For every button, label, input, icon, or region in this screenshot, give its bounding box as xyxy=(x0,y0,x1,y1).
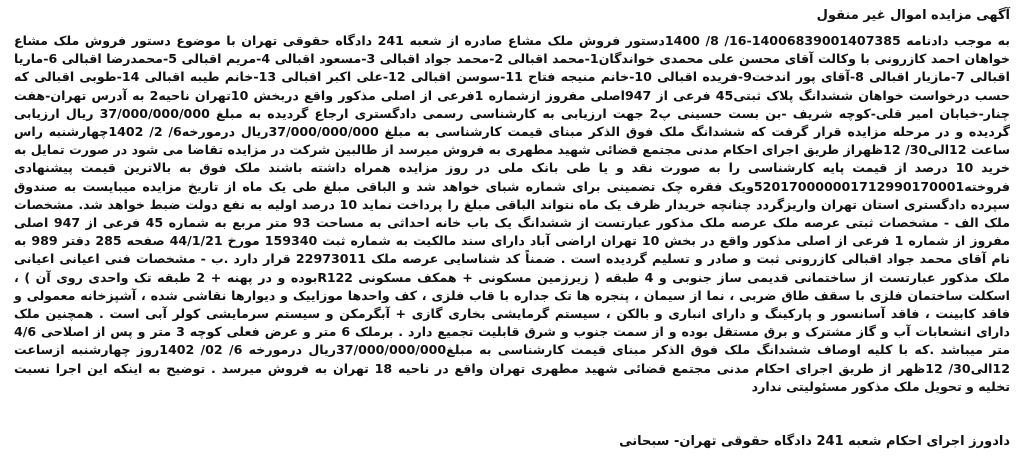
notice-body: به موجب دادنامه 14006839001407385-16/ 8/ 1400دستور فروش ملک مشاع صادره از شعبه 241 دادگاه حقوقی تهران با موضوع دستور فروش ملک مشاع خواهان احمد کازرونی با وکالت آقای محسن علی محمدی خواندگان1-محمد اقبالی 2-محمد جواد اقبالی 3-مسعود اقبالی 4-مریم اقبالی 5-محمدرضا اقبالی 6-ماریا اقبالی 7-مازیار اقبالی 8-آقای پور اندخت9-فریده اقبالی 10-خانم منیجه فتاح 11-سوسن اقبالی 12-علی اکبر اقبالی 13-خانم طیبه اقبالی 14-طوبی اقبالی که حسب درخواست خواهان ششدانگ پلاک ثبتی45 فرعی از 947اصلی مفروز ازشماره 1فرعی از اصلی مذکور واقع دربخش 10تهران ناحیه2 به آدرس تهران-هفت چنار-خیابان امیر قلی-کوچه شریف -بن بست حسینی پ2 جهت ارزیابی به کارشناسی رسمی دادگستری ارجاع گردیده به مبلغ 37/000/000/000 ریال ارزیابی گردیده و در مرحله مزایده قرار گرفت که ششدانگ ملک فوق الذکر مبنای قیمت کارشناسی به مبلغ 37/000/000/000ریال درمورخه6/ 2/ 1402چهارشنبه راس ساعت 12الی30/ 12ظهراز طریق اجرای احکام مدنی مجتمع قضائی شهید مطهری به فروش میرسد از طالبین شرکت در مزایده تقاضا می شود در صورت تمایل به خرید 10 درصد از قیمت پایه کارشناسی را به صورت نقد و یا طی بانک ملی در روز مزایده همراه داشته باشند ملک فوق به بالاترین قیمت پیشنهادی فروخته520170000001712990170001ویک فقره چک تضمینی برای شماره شبای خواهد شد و الباقی مبلغ طی یک ماه از تاریخ مزایده میبایست به صندوق سپرده دادگستری استان تهران واریزگردد چنانچه خریدار ظرف یک ماه نتواند الباقی مبلغ را پرداخت نماید 10 درصد اولیه به نفع دولت ضبط خواهد شد. مشخصات ملک الف - مشخصات ثبتی عرصه ملک عرصه ملک مذکور عبارتست از ششدانگ یک باب خانه احداثی به مساحت 93 متر مربع به شماره 45 فرعی از 947 اصلی مفروز از شماره 1 فرعی از اصلی مذکور واقع در بخش 10 تهران اراضی آباد دارای سند مالکیت به شماره ثبت 159340 مورخ 44/1/21 صفحه 285 دفتر 989 به نام آقای محمد جواد اقبالی کازرونی ثبت و صادر و تسلیم گردیده است . ضمناً کد شناسایی عرصه ملک 22973011 قرار دارد .ب - مشخصات فنی اعیانی اعیانی ملک مذکور عبارتست از ساختمانی قدیمی ساز جنوبی و 4 طبقه ( زیرزمین مسکونی + همکف مسکونی R122بوده و در پهنه + 2 طبقه تک واحدی روی آن ) ، اسکلت ساختمان فلزی با سقف طاق ضربی ، نما از سیمان ، پنجره ها تک جداره با قاب فلزی ، کف واحدها موزاییک و دیوارها نقاشی شده ، آشپزخانه معمولی و فاقد کابینت ، فاقد آسانسور و پارکینگ و دارای انباری و بالکن ، سیستم گرمایشی بخاری گازی + آبگرمکن و سیستم سرمایشی کولر آبی است . همچنین ملک دارای انشعابات آب و گاز مشترک و برق مستقل بوده و از سمت جنوب و شرق قابلیت تجمیع دارد . برملک 6 متر و عرض فعلی کوچه 3 متر و پس از اصلاحی 4/6 متر میباشد .که با کلیه اوصاف ششدانگ ملک فوق الذکر مبنای قیمت کارشناسی به مبلغ37/000/000/000ریال درمورخه 6/ 02/ 1402روز چهارشنبه ازساعت 12الی30/ 12ظهر از طریق اجرای احکام مدنی مجتمع قضائی شهید مطهری تهران واقع در ناحیه 18 تهران به فروش میرسد . توضیح به اینکه این اجرا نسبت تخلیه و تحویل ملک مذکور مسئولیتی ندارد xyxy=(14,33,1011,394)
auction-notice xyxy=(14,0,1010,464)
notice-title: آگهی مزایده اموال غیر منقول xyxy=(816,8,1010,23)
notice-signature: دادورز اجرای احکام شعبه 241 دادگاه حقوقی تهران- سبحانی xyxy=(619,434,1010,449)
